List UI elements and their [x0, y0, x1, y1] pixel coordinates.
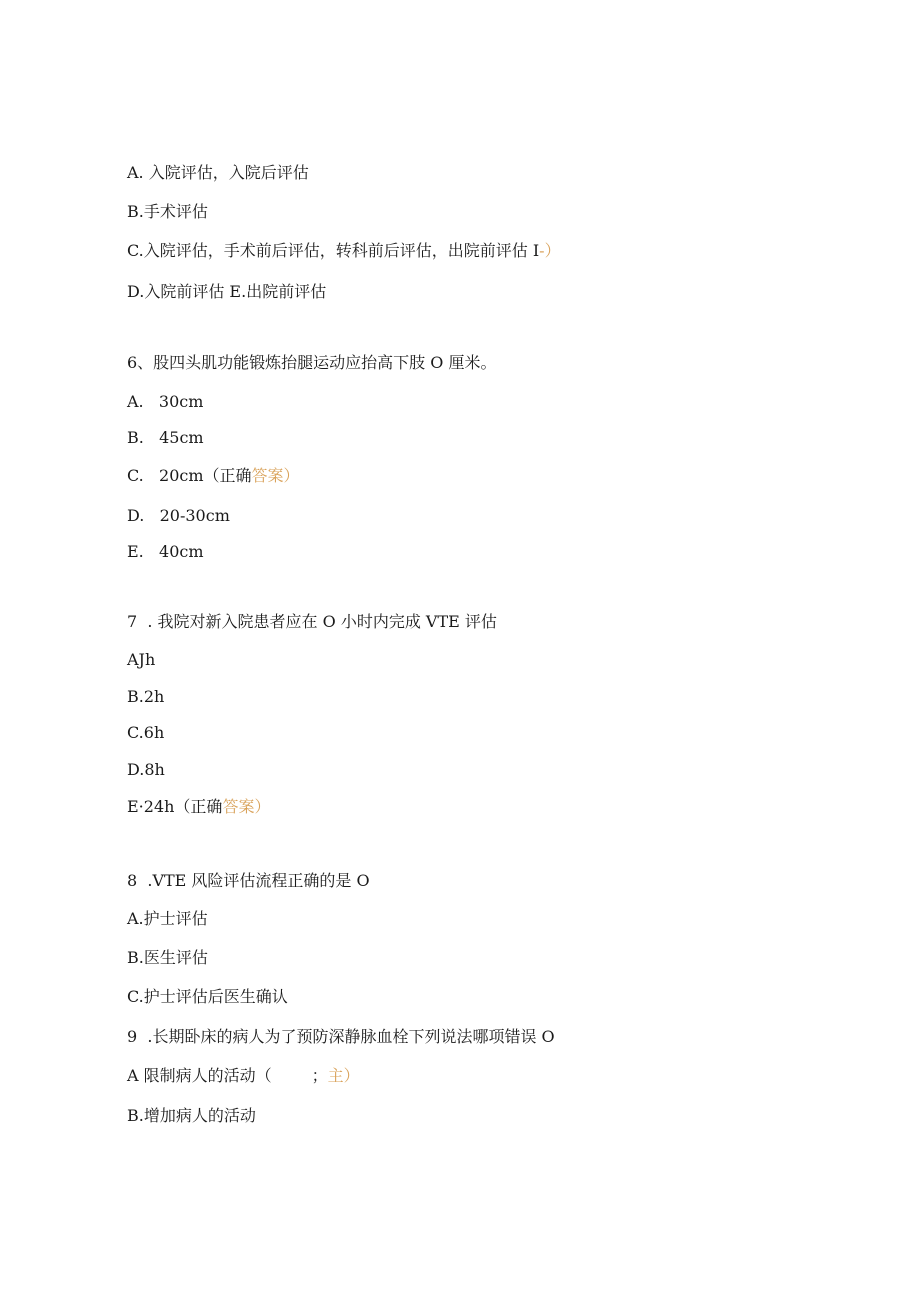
q8-option-b: B.医生评估: [127, 948, 208, 967]
q8-question: 8 .VTE 风险评估流程正确的是 O: [127, 871, 370, 890]
q5-option-c: [127, 241, 561, 261]
q6-option-a: A. 30cm: [127, 392, 204, 411]
q6-option-e: E. 40cm: [127, 542, 204, 561]
q7-question: 7 . 我院对新入院患者应在 O 小时内完成 VTE 评估: [127, 612, 497, 631]
q5-option-d-e: D.入院前评估 E.出院前评估: [127, 282, 327, 301]
q7-option-a: AJh: [127, 650, 156, 669]
q9-answer-mark: 主）: [327, 1066, 360, 1085]
q7-answer-mark: 答案）: [222, 797, 271, 816]
q6-answer-mark: 答案）: [251, 466, 300, 485]
q6-option-b: B. 45cm: [127, 428, 204, 447]
q9-option-a-text: A 限制病人的活动（: [127, 1066, 272, 1085]
q8-option-c: C.护士评估后医生确认: [127, 987, 288, 1006]
q7-option-b: B.2h: [127, 687, 165, 706]
q6-option-d: D. 20-30cm: [127, 506, 230, 525]
q6-option-c-text: C. 20cm（正确: [127, 466, 252, 485]
q5-option-b: B.手术评估: [127, 202, 208, 221]
q7-option-d: D.8h: [127, 760, 165, 779]
q5-option-a: A. 入院评估，入院后评估: [127, 163, 309, 182]
q7-option-c: C.6h: [127, 723, 165, 742]
q7-option-e-text: E·24h（正确: [127, 797, 223, 816]
q5-option-c-text: C.入院评估，手术前后评估，转科前后评估，出院前评估 I: [127, 241, 540, 260]
q6-option-c: [127, 466, 300, 486]
q9-option-a: [127, 1066, 360, 1086]
q9-separator: ；: [311, 1066, 328, 1085]
q5-answer-mark: -）: [539, 241, 561, 260]
q9-option-b: B.增加病人的活动: [127, 1106, 256, 1125]
q7-option-e: [127, 797, 270, 817]
q6-question: 6、股四头肌功能锻炼抬腿运动应抬高下肢 O 厘米。: [127, 353, 497, 372]
q8-option-a: A.护士评估: [127, 909, 208, 928]
q9-question: 9 .长期卧床的病人为了预防深静脉血栓下列说法哪项错误 O: [127, 1027, 555, 1046]
